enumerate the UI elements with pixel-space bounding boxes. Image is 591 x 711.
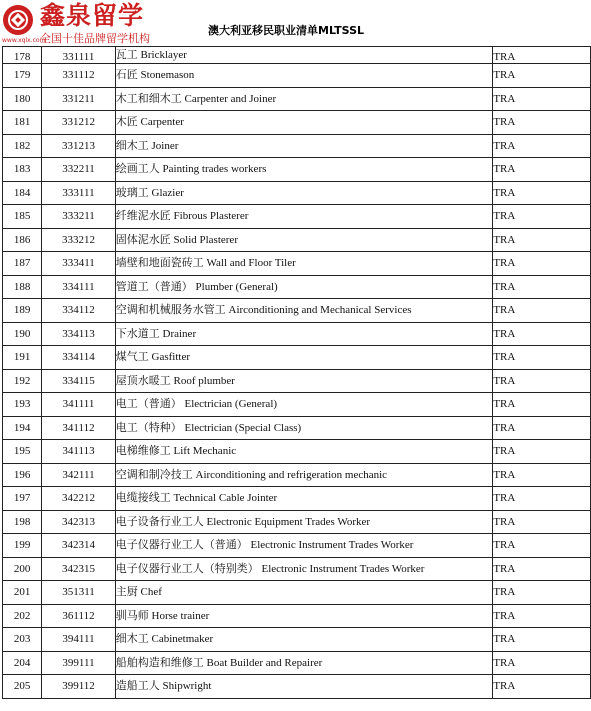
occupation-name: 电工（普通） Electrician (General) <box>115 393 493 417</box>
list-type: TRA <box>493 252 591 276</box>
anzsco-code: 334112 <box>42 299 116 323</box>
occupation-name: 电子仪器行业工人（普通） Electronic Instrument Trades Worker <box>115 534 493 558</box>
table-row <box>3 487 591 511</box>
occupation-name: 细木工 Joiner <box>115 134 493 158</box>
anzsco-code: 331213 <box>42 134 116 158</box>
occupation-name: 主厨 Chef <box>115 581 493 605</box>
table-row <box>3 557 591 581</box>
table-row <box>3 651 591 675</box>
anzsco-code: 399112 <box>42 675 116 699</box>
anzsco-code: 342111 <box>42 463 116 487</box>
table-row <box>3 299 591 323</box>
occupation-name: 电缆接线工 Technical Cable Jointer <box>115 487 493 511</box>
anzsco-code: 341111 <box>42 393 116 417</box>
list-type: TRA <box>493 440 591 464</box>
occupation-name: 船舶构造和维修工 Boat Builder and Repairer <box>115 651 493 675</box>
occupation-name: 管道工（普通） Plumber (General) <box>115 275 493 299</box>
anzsco-code: 332211 <box>42 158 116 182</box>
list-type: TRA <box>493 299 591 323</box>
list-type: TRA <box>493 675 591 699</box>
row-number: 183 <box>3 158 42 182</box>
row-number: 187 <box>3 252 42 276</box>
row-number: 202 <box>3 604 42 628</box>
table-row <box>3 252 591 276</box>
list-type: TRA <box>493 346 591 370</box>
occupation-name: 煤气工 Gasfitter <box>115 346 493 370</box>
row-number: 193 <box>3 393 42 417</box>
row-number: 196 <box>3 463 42 487</box>
list-type: TRA <box>493 64 591 88</box>
list-type: TRA <box>493 228 591 252</box>
row-number: 188 <box>3 275 42 299</box>
table-row <box>3 346 591 370</box>
list-type: TRA <box>493 416 591 440</box>
list-type: TRA <box>493 487 591 511</box>
list-type: TRA <box>493 581 591 605</box>
brand-logo-icon <box>3 5 33 35</box>
row-number: 195 <box>3 440 42 464</box>
anzsco-code: 361112 <box>42 604 116 628</box>
occupation-name: 石匠 Stonemason <box>115 64 493 88</box>
table-row <box>3 158 591 182</box>
table-row <box>3 463 591 487</box>
row-number: 201 <box>3 581 42 605</box>
anzsco-code: 334113 <box>42 322 116 346</box>
row-number: 192 <box>3 369 42 393</box>
brand-name: 鑫泉留学 <box>40 1 145 30</box>
occupation-name: 固体泥水匠 Solid Plasterer <box>115 228 493 252</box>
table-row <box>3 369 591 393</box>
list-type: TRA <box>493 322 591 346</box>
document-header <box>0 0 591 46</box>
row-number: 180 <box>3 87 42 111</box>
anzsco-code: 342315 <box>42 557 116 581</box>
table-row <box>3 47 591 64</box>
list-type: TRA <box>493 275 591 299</box>
occupation-name: 绘画工人 Painting trades workers <box>115 158 493 182</box>
anzsco-code: 394111 <box>42 628 116 652</box>
occupation-name: 玻璃工 Glazier <box>115 181 493 205</box>
table-row <box>3 64 591 88</box>
table-row <box>3 581 591 605</box>
occupation-name: 电子仪器行业工人（特别类） Electronic Instrument Trades Worker <box>115 557 493 581</box>
occupation-name: 电梯维修工 Lift Mechanic <box>115 440 493 464</box>
row-number: 186 <box>3 228 42 252</box>
row-number: 200 <box>3 557 42 581</box>
brand-slogan: 全国十佳品牌留学机构 <box>40 32 150 45</box>
occupation-name: 木匠 Carpenter <box>115 111 493 135</box>
list-type: TRA <box>493 534 591 558</box>
anzsco-code: 333111 <box>42 181 116 205</box>
table-row <box>3 628 591 652</box>
anzsco-code: 331211 <box>42 87 116 111</box>
list-type: TRA <box>493 651 591 675</box>
anzsco-code: 331212 <box>42 111 116 135</box>
row-number: 197 <box>3 487 42 511</box>
table-row <box>3 604 591 628</box>
occupation-name: 瓦工 Bricklayer <box>115 47 493 64</box>
anzsco-code: 334111 <box>42 275 116 299</box>
occupation-name: 空调和机械服务水管工 Airconditioning and Mechanical Services <box>115 299 493 323</box>
occupation-name: 下水道工 Drainer <box>115 322 493 346</box>
row-number: 179 <box>3 64 42 88</box>
occupation-name: 造船工人 Shipwright <box>115 675 493 699</box>
occupation-name: 墙壁和地面瓷砖工 Wall and Floor Tiler <box>115 252 493 276</box>
table-row <box>3 275 591 299</box>
row-number: 189 <box>3 299 42 323</box>
anzsco-code: 399111 <box>42 651 116 675</box>
anzsco-code: 333212 <box>42 228 116 252</box>
row-number: 184 <box>3 181 42 205</box>
row-number: 203 <box>3 628 42 652</box>
row-number: 190 <box>3 322 42 346</box>
anzsco-code: 341112 <box>42 416 116 440</box>
table-row <box>3 416 591 440</box>
list-type: TRA <box>493 510 591 534</box>
list-type: TRA <box>493 393 591 417</box>
list-type: TRA <box>493 47 591 64</box>
list-type: TRA <box>493 158 591 182</box>
table-row <box>3 87 591 111</box>
brand-url: www.xqlx.com <box>2 37 46 44</box>
occupation-table <box>2 46 591 699</box>
occupation-name: 驯马师 Horse trainer <box>115 604 493 628</box>
anzsco-code: 334115 <box>42 369 116 393</box>
list-type: TRA <box>493 463 591 487</box>
anzsco-code: 334114 <box>42 346 116 370</box>
table-row <box>3 205 591 229</box>
list-type: TRA <box>493 205 591 229</box>
list-type: TRA <box>493 557 591 581</box>
row-number: 181 <box>3 111 42 135</box>
occupation-name: 屋顶水暖工 Roof plumber <box>115 369 493 393</box>
row-number: 182 <box>3 134 42 158</box>
row-number: 191 <box>3 346 42 370</box>
list-type: TRA <box>493 87 591 111</box>
table-row <box>3 228 591 252</box>
list-type: TRA <box>493 604 591 628</box>
row-number: 178 <box>3 47 42 64</box>
document-title: 澳大利亚移民职业清单MLTSSL <box>208 24 364 37</box>
occupation-name: 木工和细木工 Carpenter and Joiner <box>115 87 493 111</box>
list-type: TRA <box>493 111 591 135</box>
anzsco-code: 351311 <box>42 581 116 605</box>
row-number: 199 <box>3 534 42 558</box>
list-type: TRA <box>493 369 591 393</box>
row-number: 205 <box>3 675 42 699</box>
row-number: 204 <box>3 651 42 675</box>
list-type: TRA <box>493 134 591 158</box>
row-number: 198 <box>3 510 42 534</box>
list-type: TRA <box>493 628 591 652</box>
occupation-name: 电子设备行业工人 Electronic Equipment Trades Worker <box>115 510 493 534</box>
row-number: 185 <box>3 205 42 229</box>
table-row <box>3 134 591 158</box>
anzsco-code: 333411 <box>42 252 116 276</box>
anzsco-code: 331111 <box>42 47 116 64</box>
anzsco-code: 342313 <box>42 510 116 534</box>
occupation-name: 细木工 Cabinetmaker <box>115 628 493 652</box>
anzsco-code: 331112 <box>42 64 116 88</box>
table-row <box>3 510 591 534</box>
table-row <box>3 675 591 699</box>
table-row <box>3 181 591 205</box>
table-row <box>3 111 591 135</box>
anzsco-code: 342212 <box>42 487 116 511</box>
anzsco-code: 342314 <box>42 534 116 558</box>
row-number: 194 <box>3 416 42 440</box>
table-row <box>3 440 591 464</box>
occupation-name: 电工（特种） Electrician (Special Class) <box>115 416 493 440</box>
occupation-name: 空调和制冷技工 Airconditioning and refrigeration mechanic <box>115 463 493 487</box>
anzsco-code: 341113 <box>42 440 116 464</box>
list-type: TRA <box>493 181 591 205</box>
table-row <box>3 534 591 558</box>
table-row <box>3 322 591 346</box>
occupation-name: 纤维泥水匠 Fibrous Plasterer <box>115 205 493 229</box>
anzsco-code: 333211 <box>42 205 116 229</box>
table-row <box>3 393 591 417</box>
